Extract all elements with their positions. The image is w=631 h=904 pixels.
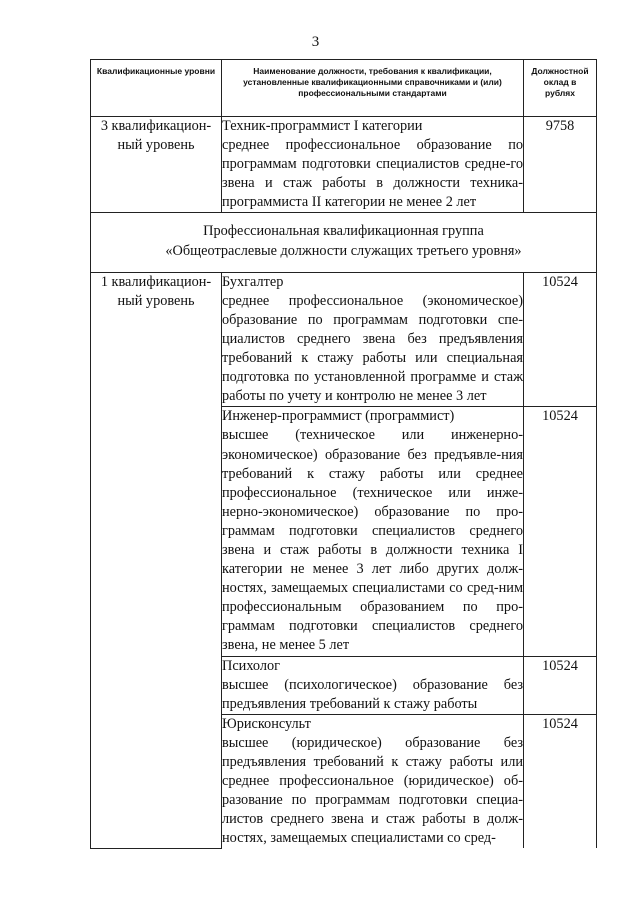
table-row: [91, 272, 597, 407]
page-number: 3: [311, 34, 320, 50]
table-header-row: [91, 60, 597, 117]
position-cell: [222, 714, 524, 848]
salary-cell: 10524: [524, 407, 597, 656]
salary-cell: 10524: [524, 272, 597, 407]
level-cell: 3 квалификацион-ный уровень: [91, 117, 222, 213]
position-cell: [222, 272, 524, 407]
header-salary: Должностной оклад в рублях: [524, 60, 597, 117]
position-cell: [222, 117, 524, 213]
qualification-table: [90, 59, 597, 849]
group-title-line1: Профессиональная квалификационная группа: [203, 223, 484, 240]
position-requirements: высшее (юридическое) образование без предъявления требований к стажу работы или среднее профессиональное (юридическое) об-разование по программам подготовки специа-листов среднего звена и стаж работы в долж-ностях, замещаемых специалистами со сред-: [222, 734, 523, 847]
position-requirements: среднее профессиональное образование по программам подготовки специалистов средне-го звена и стаж работы в должности техника-программиста II категории не менее 2 лет: [222, 137, 523, 211]
header-position: Наименование должности, требования к квалификации, установленные квалификационными справочниками и (или) профессиональными стандартами: [222, 60, 524, 117]
group-row: [91, 213, 597, 272]
header-levels: Квалификационные уровни: [91, 60, 222, 117]
salary-cell: 10524: [524, 656, 597, 714]
group-title-line2: «Общеотраслевые должности служащих третьего уровня»: [165, 242, 522, 259]
position-requirements: среднее профессиональное (экономическое) образование по программам подготовки спе-циалистов среднего звена без предъявления требований к стажу работы или специальная подготовка по установленной программе и стаж работы по учету и контролю не менее 3 лет: [222, 292, 523, 405]
position-requirements: высшее (техническое или инженерно-экономическое) образование без предъявле-ния требований к стажу работы или среднее профессиональное (техническое или инже-нерно-экономическое) образование по про-граммам подготовки специалистов среднего звена и стаж работы в должности техника I категории не менее 3 лет либо других долж-ностях, замещаемых специалистами со сред-ним профессиональным образованием по про-граммам подготовки специалистов среднего звена, не менее 5 лет: [222, 427, 523, 654]
group-title: [91, 213, 597, 272]
position-cell: [222, 407, 524, 656]
salary-cell: 10524: [524, 714, 597, 848]
position-requirements: высшее (психологическое) образование без предъявления требований к стажу работы: [222, 676, 523, 712]
position-title: Техник-программист I категории: [222, 118, 423, 134]
position-title: Бухгалтер: [222, 273, 284, 290]
position-cell: [222, 656, 524, 714]
position-title: Юрисконсульт: [222, 715, 311, 732]
table-row: [91, 117, 597, 213]
salary-cell: 9758: [524, 117, 597, 213]
position-title: Инженер-программист (программист): [222, 408, 455, 425]
level-cell: 1 квалификацион-ный уровень: [91, 272, 222, 848]
position-title: Психолог: [222, 657, 281, 674]
